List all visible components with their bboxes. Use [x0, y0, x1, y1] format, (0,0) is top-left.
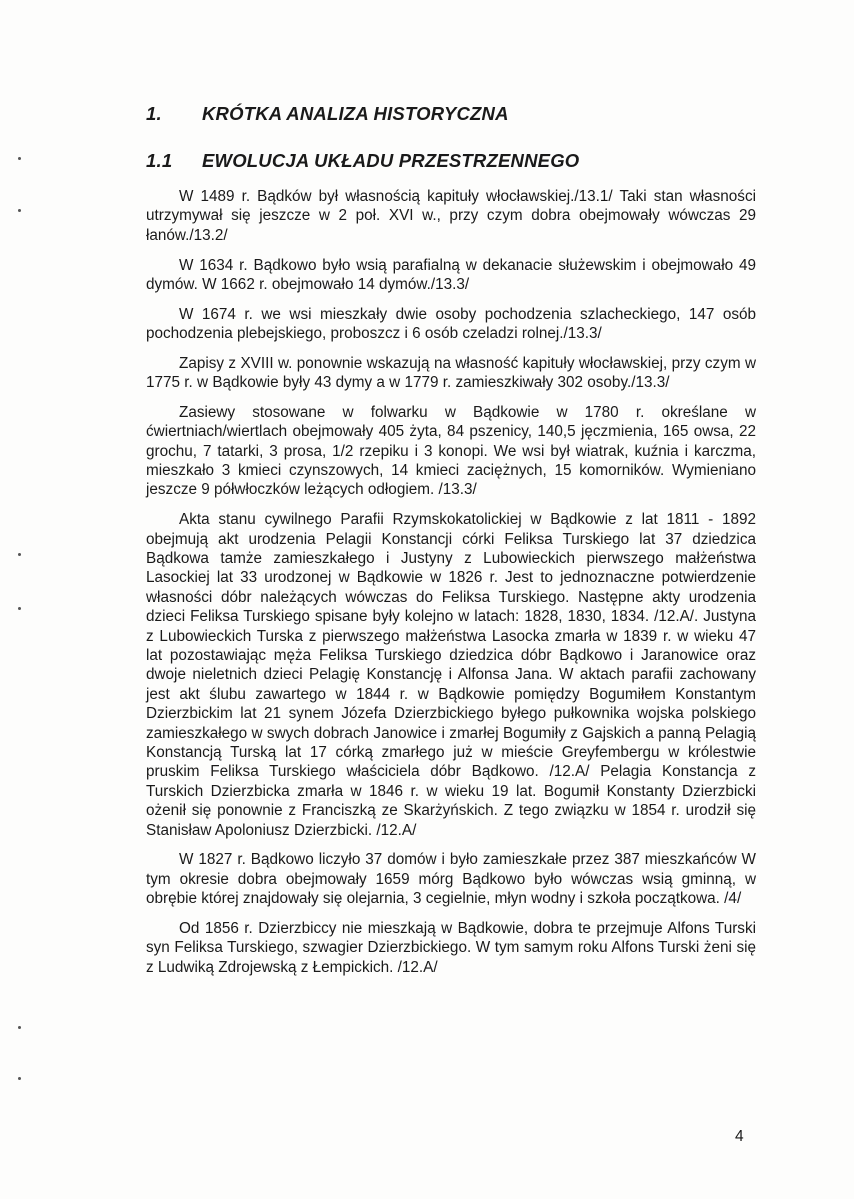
page-number: 4 — [735, 1128, 744, 1145]
paragraph-text: W 1827 r. Bądkowo liczyło 37 domów i było zamieszkałe przez 387 mieszkańców W tym okresie dobra obejmowały 1659 mórg Bądkowo było wówczas wsią gminną, w obrębie której znajdowały się olejarnia, 3 cegielnie, młyn wodny i szkoła początkowa. /4/ — [146, 851, 756, 908]
section-heading — [146, 150, 579, 172]
paragraph — [146, 510, 756, 840]
paragraph — [146, 187, 756, 245]
paragraph-text: Akta stanu cywilnego Parafii Rzymskokatolickiej w Bądkowie z lat 1811 - 1892 obejmują akt urodzenia Pelagii Konstancji córki Feliksa Turskiego lat 37 dziedzica Bądkowa tamże zamieszkałego i Justyny z Lubowieckich pierwszego małżeństwa Lasockiej lat 33 urodzonej w Bądkowie w 1826 r. Jest to jednoznaczne potwierdzenie własności dóbr należących wówczas do Feliksa Turskiego. Następne akty urodzenia dzieci Feliksa Turskiego spisane były kolejno w latach: 1828, 1830, 1834. /12.A/. Justyna z Lubowieckich Turska z pierwszego małżeństwa Lasocka zmarła w 1839 r. w wieku 47 lat pozostawiając męża Feliksa Turskiego dziedzica dóbr Bądkowo i Jaranowice oraz dwoje nieletnich dzieci Pelagię Konstancję i Alfonsa Jana. W aktach parafii zachowany jest akt ślubu zawartego w 1844 r. w Bądkowie pomiędzy Bogumiłem Konstantym Dzierzbickim lat 21 synem Józefa Dzierzbickiego byłego pułkownika wojska polskiego zamieszkałego w swych dobrach Janowice i zmarłej Bogumiły z Gajskich a panną Pelagią Konstancją Turską lat 17 córką zmarłego już w mieście Greyfembergu w królestwie pruskim Feliksa Turskiego właściciela dóbr Bądkowo. /12.A/ Pelagia Konstancja z Turskich Dzierzbicka zmarła w 1846 r. w wieku 19 lat. Bogumił Konstanty Dzierzbicki ożenił się ponownie z Franciszką ze Skarżyńskich. Z tego związku w 1854 r. urodził się Stanisław Apoloniusz Dzierzbicki. /12.A/ — [146, 511, 756, 839]
section-title: EWOLUCJA UKŁADU PRZESTRZENNEGO — [202, 150, 580, 171]
scan-speck — [18, 157, 21, 160]
chapter-heading — [146, 103, 509, 125]
scan-speck — [18, 1077, 21, 1080]
paragraph — [146, 403, 756, 500]
scan-speck — [18, 553, 21, 556]
paragraph-text: W 1634 r. Bądkowo było wsią parafialną w dekanacie służewskim i obejmowało 49 dymów. W 1662 r. obejmowało 14 dymów./13.3/ — [146, 256, 756, 293]
paragraph — [146, 305, 756, 344]
paragraph — [146, 354, 756, 393]
paragraph — [146, 256, 756, 295]
scan-speck — [18, 209, 21, 212]
paragraph — [146, 919, 756, 977]
document-body — [146, 187, 756, 987]
scan-speck — [18, 607, 21, 610]
scan-speck — [18, 1026, 21, 1029]
paragraph-text: W 1489 r. Bądków był własnością kapituły włocławskiej./13.1/ Taki stan własności utrzymywał się jeszcze w 2 poł. XVI w., przy czym dobra obejmowały wówczas 29 łanów./13.2/ — [146, 188, 756, 244]
paragraph-text: Od 1856 r. Dzierzbiccy nie mieszkają w Bądkowie, dobra te przejmuje Alfons Turski syn Feliksa Turskiego, szwagier Dzierzbickiego. W tym samym roku Alfons Turski żeni się z Ludwiką Zdrojewską z Łempickich. /12.A/ — [146, 919, 756, 976]
paragraph-text: Zapisy z XVIII w. ponownie wskazują na własność kapituły włocławskiej, przy czym w 1775 r. w Bądkowie były 43 dymy a w 1779 r. zamieszkiwały 302 osoby./13.3/ — [146, 354, 756, 392]
paragraph-text: Zasiewy stosowane w folwarku w Bądkowie w 1780 r. określane w ćwiertniach/wiertlach obejmowały 405 żyta, 84 pszenicy, 140,5 jęczmienia, 165 owsa, 22 grochu, 7 tatarki, 3 prosa, 1/2 rzepiku i 3 konopi. We wsi był wiatrak, kuźnia i karczma, mieszkało 3 kmieci czynszowych, 14 kmieci zaciężnych, 15 komorników. Wymieniano jeszcze 9 półwłoczków leżących odłogiem. /13.3/ — [146, 403, 756, 499]
chapter-title: KRÓTKA ANALIZA HISTORYCZNA — [202, 103, 509, 124]
paragraph — [146, 850, 756, 908]
section-number: 1.1 — [146, 150, 173, 171]
chapter-number: 1. — [146, 103, 162, 124]
paragraph-text: W 1674 r. we wsi mieszkały dwie osoby pochodzenia szlacheckiego, 147 osób pochodzenia plebejskiego, proboszcz i 6 osób czeladzi rolnej./13.3/ — [146, 305, 756, 343]
